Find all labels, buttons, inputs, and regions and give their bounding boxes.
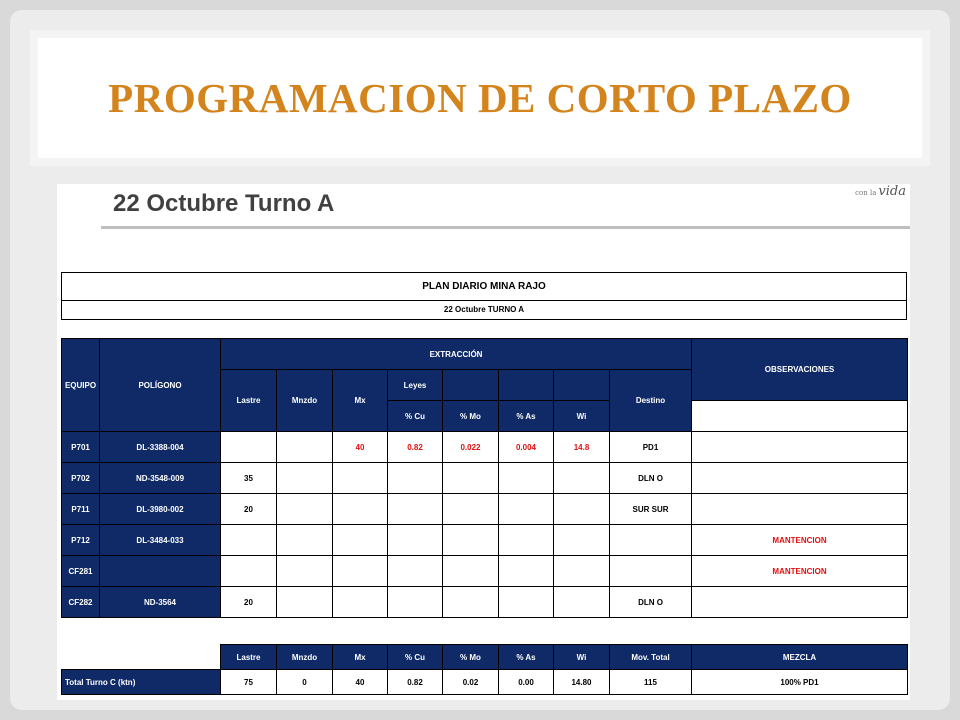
cell-lastre [221,525,277,556]
cell-obs [692,432,908,463]
header-cu: % Cu [388,401,443,432]
cell-cu [388,587,443,618]
summary-mezcla: 100% PD1 [692,670,908,695]
cell-poligono: DL-3484-033 [100,525,221,556]
cell-cu [388,494,443,525]
cell-equipo: P711 [62,494,100,525]
page-heading: 22 Octubre Turno A [113,190,335,217]
summary-lastre: 75 [221,670,277,695]
summary-header-blank [62,645,221,670]
header-leyes-blank-1 [443,370,499,401]
summary-mnzdo: 0 [277,670,333,695]
header-extraccion: EXTRACCIÓN [221,339,692,370]
cell-cu [388,463,443,494]
cell-mo [443,525,499,556]
cell-destino: SUR SUR [610,494,692,525]
table-row [62,494,908,525]
summary-wi: 14.80 [554,670,610,695]
summary-label: Total Turno C (ktn) [62,670,221,695]
cell-lastre: 20 [221,494,277,525]
header-observaciones: OBSERVACIONES [692,339,908,401]
cell-obs [692,463,908,494]
main-table [61,338,908,618]
cell-mo [443,494,499,525]
cell-lastre: 20 [221,587,277,618]
cell-mo: 0.022 [443,432,499,463]
cell-equipo: P701 [62,432,100,463]
summary-mo: 0.02 [443,670,499,695]
summary-cu: 0.82 [388,670,443,695]
cell-mx [333,525,388,556]
header-leyes-blank-3 [554,370,610,401]
cell-poligono: ND-3548-009 [100,463,221,494]
cell-lastre [221,556,277,587]
cell-destino [610,556,692,587]
cell-destino: DLN O [610,463,692,494]
cell-destino [610,525,692,556]
cell-mx [333,494,388,525]
cell-wi [554,556,610,587]
cell-mnzdo [277,494,333,525]
cell-obs: MANTENCION [692,525,908,556]
summary-as: 0.00 [499,670,554,695]
cell-destino: PD1 [610,432,692,463]
header-equipo: EQUIPO [62,339,100,432]
cell-equipo: P712 [62,525,100,556]
title-box [30,30,930,166]
logo-small-text: con la [855,189,877,197]
cell-as [499,556,554,587]
cell-mo [443,463,499,494]
plan-title: PLAN DIARIO MINA RAJO [62,273,906,301]
cell-cu: 0.82 [388,432,443,463]
header-wi: Wi [554,401,610,432]
cell-as [499,587,554,618]
cell-mnzdo [277,587,333,618]
cell-mnzdo [277,432,333,463]
cell-mnzdo [277,556,333,587]
cell-obs: MANTENCION [692,556,908,587]
cell-mnzdo [277,525,333,556]
table-row [62,525,908,556]
slide-title: PROGRAMACION DE CORTO PLAZO [108,75,852,121]
logo [855,184,906,199]
plan-box [61,272,907,320]
header-obs-blank [692,401,908,432]
header-as: % As [499,401,554,432]
cell-wi: 14.8 [554,432,610,463]
summary-header-mx: Mx [333,645,388,670]
header-poligono: POLÍGONO [100,339,221,432]
cell-wi [554,494,610,525]
cell-poligono: ND-3564 [100,587,221,618]
cell-poligono: DL-3388-004 [100,432,221,463]
table-row [62,432,908,463]
summary-header-lastre: Lastre [221,645,277,670]
cell-poligono [100,556,221,587]
cell-destino: DLN O [610,587,692,618]
cell-lastre [221,432,277,463]
header-mo: % Mo [443,401,499,432]
header-destino: Destino [610,370,692,432]
cell-wi [554,463,610,494]
header-mnzdo: Mnzdo [277,370,333,432]
table-row [62,556,908,587]
cell-equipo: CF281 [62,556,100,587]
summary-header-wi: Wi [554,645,610,670]
summary-table [61,644,908,695]
cell-equipo: CF282 [62,587,100,618]
logo-text: vida [878,184,906,199]
cell-as [499,463,554,494]
cell-as [499,525,554,556]
summary-header-mo: % Mo [443,645,499,670]
cell-obs [692,494,908,525]
header-leyes-blank-2 [499,370,554,401]
cell-mo [443,556,499,587]
cell-mx [333,556,388,587]
cell-cu [388,525,443,556]
cell-equipo: P702 [62,463,100,494]
cell-wi [554,587,610,618]
cell-mo [443,587,499,618]
cell-mx [333,587,388,618]
cell-as: 0.004 [499,432,554,463]
summary-header-mezcla: MEZCLA [692,645,908,670]
cell-poligono: DL-3980-002 [100,494,221,525]
cell-mx: 40 [333,432,388,463]
heading-divider [101,226,910,229]
table-row [62,463,908,494]
cell-mx [333,463,388,494]
cell-lastre: 35 [221,463,277,494]
summary-mx: 40 [333,670,388,695]
header-leyes: Leyes [388,370,443,401]
summary-header-mnzdo: Mnzdo [277,645,333,670]
table-row [62,587,908,618]
summary-mov-total: 115 [610,670,692,695]
cell-obs [692,587,908,618]
header-lastre: Lastre [221,370,277,432]
summary-header-cu: % Cu [388,645,443,670]
summary-header-as: % As [499,645,554,670]
summary-header-mov-total: Mov. Total [610,645,692,670]
cell-mnzdo [277,463,333,494]
cell-as [499,494,554,525]
header-mx: Mx [333,370,388,432]
summary-row [62,670,908,695]
plan-subtitle: 22 Octubre TURNO A [443,305,525,314]
cell-wi [554,525,610,556]
cell-cu [388,556,443,587]
content-image [57,184,910,700]
